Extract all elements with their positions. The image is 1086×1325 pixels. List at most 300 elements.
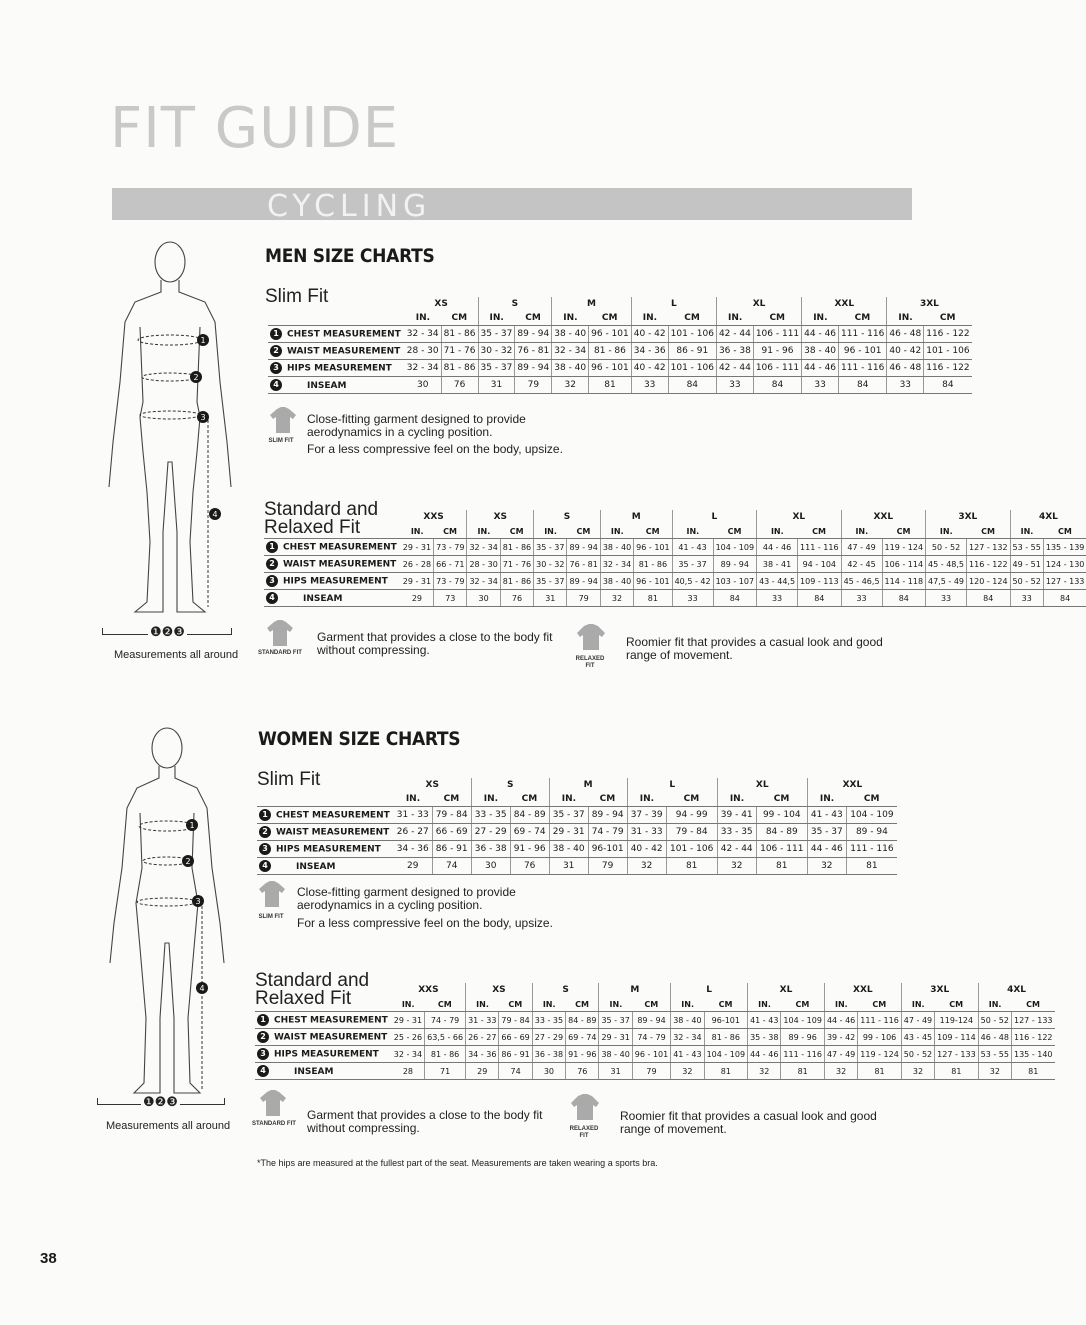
unit-header: IN. bbox=[1010, 524, 1043, 539]
measurement-value: 35 - 37 bbox=[599, 1012, 632, 1029]
measurement-value: 96-101 bbox=[588, 841, 627, 858]
size-header: S bbox=[478, 297, 552, 311]
measurement-value: 81 bbox=[781, 1063, 825, 1080]
measurement-number-badge: 4 bbox=[257, 1065, 269, 1077]
size-header: XL bbox=[748, 983, 825, 997]
measurement-value: 45 - 46,5 bbox=[841, 573, 882, 590]
size-header-row bbox=[255, 983, 1055, 997]
unit-header: CM bbox=[566, 997, 599, 1012]
measurement-value: 44 - 46 bbox=[807, 841, 846, 858]
svg-text:2: 2 bbox=[185, 857, 191, 866]
unit-header: CM bbox=[846, 792, 897, 807]
header-spacer bbox=[264, 510, 401, 524]
measurement-value: 99 - 104 bbox=[756, 807, 807, 824]
measurement-value: 84 - 89 bbox=[756, 824, 807, 841]
measurement-label bbox=[264, 539, 401, 556]
unit-header-row bbox=[268, 311, 972, 326]
measurement-number-badge: 2 bbox=[266, 558, 278, 570]
measurement-value: 84 - 89 bbox=[510, 807, 549, 824]
measurement-number-badge: 2 bbox=[259, 826, 271, 838]
measurement-value: 79 - 84 bbox=[666, 824, 717, 841]
measurement-value: 34 - 36 bbox=[394, 841, 432, 858]
measurement-value: 124 - 130 bbox=[1043, 556, 1086, 573]
measurement-value: 38 - 40 bbox=[802, 343, 839, 360]
unit-header: IN. bbox=[405, 311, 441, 326]
measurement-value: 35 - 37 bbox=[478, 360, 515, 377]
unit-header: CM bbox=[434, 524, 467, 539]
unit-header: IN. bbox=[887, 311, 924, 326]
women-slim-note2: For a less compressive feel on the body, upsize. bbox=[297, 916, 553, 930]
measurement-value: 39 - 42 bbox=[824, 1029, 857, 1046]
measurement-value: 38 - 41 bbox=[757, 556, 798, 573]
women-slim-note1: Close-fitting garment designed to provide aerodynamics in a cycling position. bbox=[297, 885, 516, 912]
measurement-row bbox=[255, 1012, 1055, 1029]
size-header: L bbox=[672, 510, 756, 524]
measurement-value: 116 - 122 bbox=[924, 360, 972, 377]
unit-header-row bbox=[257, 792, 897, 807]
measurement-value: 29 bbox=[466, 1063, 499, 1080]
measurement-value: 29 - 31 bbox=[401, 573, 434, 590]
measurement-label-text: HIPS MEASUREMENT bbox=[283, 576, 388, 587]
measurement-value: 81 - 86 bbox=[441, 360, 478, 377]
measurement-value: 116 - 122 bbox=[1012, 1029, 1055, 1046]
measurement-value: 96 - 101 bbox=[589, 326, 632, 343]
header-spacer bbox=[264, 524, 401, 539]
measurement-value: 26 - 27 bbox=[466, 1029, 499, 1046]
measurement-value: 104 - 109 bbox=[713, 539, 757, 556]
category-band bbox=[112, 188, 912, 224]
measurement-value: 32 - 34 bbox=[552, 343, 589, 360]
measurement-value: 89 - 94 bbox=[632, 1012, 670, 1029]
measurement-value: 84 bbox=[713, 590, 757, 607]
measurement-value: 42 - 44 bbox=[716, 326, 753, 343]
header-spacer bbox=[268, 297, 405, 311]
unit-header: CM bbox=[632, 997, 670, 1012]
measurement-label bbox=[264, 573, 401, 590]
size-header: XS bbox=[466, 983, 533, 997]
size-header: XXL bbox=[842, 780, 863, 790]
measurement-value: 35 - 37 bbox=[549, 807, 588, 824]
measurement-value: 38 - 40 bbox=[552, 326, 589, 343]
measurement-value: 38 - 40 bbox=[600, 539, 633, 556]
measurement-number-badge: 3 bbox=[270, 362, 282, 374]
measurement-value: 46 - 48 bbox=[887, 326, 924, 343]
measurement-row bbox=[268, 377, 972, 394]
measurement-label bbox=[268, 326, 405, 343]
measurement-value: 35 - 37 bbox=[478, 326, 515, 343]
measurement-value: 33 bbox=[1010, 590, 1043, 607]
measurement-value: 32 - 34 bbox=[600, 556, 633, 573]
measurement-value: 74 - 79 bbox=[425, 1012, 466, 1029]
measurement-value: 89 - 96 bbox=[781, 1029, 825, 1046]
measurement-value: 32 bbox=[807, 858, 846, 875]
svg-text:2: 2 bbox=[193, 373, 199, 382]
unit-header: CM bbox=[499, 997, 532, 1012]
measurement-value: 44 - 46 bbox=[802, 360, 839, 377]
measurement-value: 89 - 94 bbox=[515, 326, 552, 343]
women-slim-table bbox=[257, 778, 897, 875]
size-header: XS bbox=[394, 778, 471, 792]
size-header: M bbox=[599, 983, 671, 997]
measurement-value: 32 - 34 bbox=[392, 1046, 425, 1063]
measurement-value: 96 - 101 bbox=[589, 360, 632, 377]
header-spacer bbox=[255, 983, 392, 997]
measurement-value: 29 - 31 bbox=[392, 1012, 425, 1029]
measurement-value: 73 - 79 bbox=[434, 573, 467, 590]
unit-header: IN. bbox=[757, 524, 798, 539]
measurement-value: 33 bbox=[672, 590, 713, 607]
measurement-value: 106 - 114 bbox=[882, 556, 926, 573]
measurement-value: 30 bbox=[471, 858, 510, 875]
measurement-value: 63,5 - 66 bbox=[425, 1029, 466, 1046]
unit-header: CM bbox=[425, 997, 466, 1012]
measurement-number-badge: 2 bbox=[257, 1031, 269, 1043]
svg-text:1: 1 bbox=[200, 336, 206, 345]
measurement-value: 101 - 106 bbox=[666, 841, 717, 858]
measurement-value: 42 - 44 bbox=[716, 360, 753, 377]
measurement-value: 41 - 43 bbox=[748, 1012, 781, 1029]
measurement-value: 40 - 42 bbox=[631, 326, 668, 343]
measurement-value: 29 - 31 bbox=[549, 824, 588, 841]
size-header: M bbox=[549, 778, 627, 792]
unit-header: IN. bbox=[748, 997, 781, 1012]
measurement-value: 32 - 34 bbox=[467, 573, 500, 590]
measurement-value: 30 - 32 bbox=[478, 343, 515, 360]
measurement-value: 96 - 101 bbox=[634, 539, 672, 556]
measurement-value: 79 - 84 bbox=[432, 807, 471, 824]
measurement-value: 69 - 74 bbox=[566, 1029, 599, 1046]
measurement-value: 47 - 49 bbox=[901, 1012, 934, 1029]
measurement-value: 33 bbox=[926, 590, 967, 607]
unit-header: CM bbox=[567, 524, 600, 539]
measurement-value: 74 - 79 bbox=[632, 1029, 670, 1046]
measurement-value: 32 - 34 bbox=[405, 326, 441, 343]
size-header: L bbox=[631, 297, 716, 311]
measurement-value: 86 - 91 bbox=[499, 1046, 532, 1063]
measurement-value: 104 - 109 bbox=[846, 807, 897, 824]
measurement-value: 53 - 55 bbox=[1010, 539, 1043, 556]
measurement-label-text: INSEAM bbox=[307, 380, 347, 391]
slim-fit-shirt-icon bbox=[268, 407, 298, 433]
measurement-value: 81 bbox=[935, 1063, 979, 1080]
footnote: *The hips are measured at the fullest part of the seat. Measurements are taken wearing a sports bra. bbox=[257, 1158, 658, 1168]
measurement-value: 35 - 38 bbox=[748, 1029, 781, 1046]
size-header: M bbox=[552, 297, 631, 311]
unit-header: CM bbox=[1043, 524, 1086, 539]
measurement-value: 111 - 116 bbox=[798, 539, 842, 556]
size-header: XXL bbox=[824, 983, 901, 997]
measurement-value: 31 bbox=[478, 377, 515, 394]
measurement-value: 127 - 133 bbox=[1043, 573, 1086, 590]
measurement-value: 81 - 86 bbox=[425, 1046, 466, 1063]
measurement-number-badge: 3 bbox=[259, 843, 271, 855]
unit-header: IN. bbox=[824, 997, 857, 1012]
men-slim-note1: Close-fitting garment designed to provide aerodynamics in a cycling position. bbox=[307, 412, 526, 439]
measurement-value: 29 - 31 bbox=[599, 1029, 632, 1046]
measurement-value: 91 - 96 bbox=[566, 1046, 599, 1063]
measurement-value: 84 - 89 bbox=[566, 1012, 599, 1029]
relaxed-fit-shirt-icon bbox=[570, 1094, 600, 1120]
measurement-value: 33 bbox=[757, 590, 798, 607]
women-std-table bbox=[255, 983, 1055, 1080]
measurement-value: 79 - 84 bbox=[499, 1012, 532, 1029]
measurement-value: 32 bbox=[627, 858, 666, 875]
measurement-value: 66 - 69 bbox=[499, 1029, 532, 1046]
measurement-value: 32 bbox=[748, 1063, 781, 1080]
measurement-value: 44 - 46 bbox=[748, 1046, 781, 1063]
slim-fit-shirt-icon bbox=[257, 881, 287, 907]
measurement-value: 47,5 - 49 bbox=[926, 573, 967, 590]
unit-header: IN. bbox=[467, 524, 500, 539]
measurement-value: 32 - 34 bbox=[467, 539, 500, 556]
unit-header: CM bbox=[924, 311, 972, 326]
measurement-value: 37 - 39 bbox=[627, 807, 666, 824]
header-spacer bbox=[257, 792, 394, 807]
measurement-value: 26 - 27 bbox=[394, 824, 432, 841]
measurement-value: 73 bbox=[434, 590, 467, 607]
measurement-value: 79 bbox=[588, 858, 627, 875]
measurement-value: 84 bbox=[839, 377, 887, 394]
measurement-value: 27 - 29 bbox=[471, 824, 510, 841]
measurement-value: 32 bbox=[901, 1063, 934, 1080]
measurement-value: 94 - 99 bbox=[666, 807, 717, 824]
women-caption: Measurements all around bbox=[106, 1120, 231, 1132]
measurement-value: 66 - 71 bbox=[434, 556, 467, 573]
measurement-value: 50 - 52 bbox=[1010, 573, 1043, 590]
measurement-value: 119 - 124 bbox=[882, 539, 926, 556]
measurement-value: 127 - 133 bbox=[935, 1046, 979, 1063]
unit-header: IN. bbox=[549, 792, 588, 807]
measurement-label bbox=[268, 343, 405, 360]
measurement-value: 35 - 37 bbox=[534, 573, 567, 590]
unit-header: IN. bbox=[471, 792, 510, 807]
unit-header: CM bbox=[441, 311, 478, 326]
measurement-value: 36 - 38 bbox=[716, 343, 753, 360]
measurement-row bbox=[257, 807, 897, 824]
measurement-value: 81 - 86 bbox=[441, 326, 478, 343]
measurement-value: 32 bbox=[717, 858, 756, 875]
svg-text:1: 1 bbox=[189, 821, 195, 830]
measurement-value: 30 - 32 bbox=[534, 556, 567, 573]
measurement-value: 32 bbox=[978, 1063, 1011, 1080]
unit-header: CM bbox=[756, 792, 807, 807]
measurement-label-text: CHEST MEASUREMENT bbox=[274, 1015, 388, 1026]
measurement-value: 81 bbox=[858, 1063, 902, 1080]
measurement-label-text: INSEAM bbox=[303, 593, 343, 604]
measurement-row bbox=[255, 1029, 1055, 1046]
measurement-value: 45 - 48,5 bbox=[926, 556, 967, 573]
measurement-value: 28 - 30 bbox=[467, 556, 500, 573]
standard-fit-shirt-icon bbox=[258, 1090, 288, 1116]
measurement-value: 27 - 29 bbox=[532, 1029, 565, 1046]
measurement-value: 81 bbox=[846, 858, 897, 875]
measurement-value: 47 - 49 bbox=[841, 539, 882, 556]
measurement-label bbox=[255, 1029, 392, 1046]
measurement-value: 44 - 46 bbox=[802, 326, 839, 343]
women-body-figure bbox=[92, 718, 242, 1098]
measurement-value: 111 - 116 bbox=[839, 360, 887, 377]
size-header: M bbox=[600, 510, 672, 524]
measurement-row bbox=[264, 539, 1086, 556]
measurement-value: 104 - 109 bbox=[704, 1046, 748, 1063]
women-caption-nums: ❶❷❸ bbox=[143, 1094, 178, 1109]
measurement-value: 79 bbox=[632, 1063, 670, 1080]
measurement-value: 103 - 107 bbox=[713, 573, 757, 590]
size-header: S bbox=[532, 983, 599, 997]
measurement-value: 31 - 33 bbox=[394, 807, 432, 824]
men-slim-note2: For a less compressive feel on the body, upsize. bbox=[307, 442, 563, 456]
measurement-value: 33 bbox=[631, 377, 668, 394]
measurement-value: 94 - 104 bbox=[798, 556, 842, 573]
unit-header: IN. bbox=[672, 524, 713, 539]
unit-header: CM bbox=[668, 311, 716, 326]
women-slim-badge: SLIM FIT bbox=[258, 914, 284, 920]
category-label: CYCLING bbox=[267, 189, 432, 224]
measurement-value: 84 bbox=[668, 377, 716, 394]
measurement-label bbox=[255, 1063, 392, 1080]
measurement-row bbox=[257, 858, 897, 875]
size-header: XXS bbox=[392, 983, 466, 997]
measurement-value: 120 - 124 bbox=[967, 573, 1011, 590]
unit-header: CM bbox=[589, 311, 632, 326]
measurement-value: 28 bbox=[392, 1063, 425, 1080]
measurement-value: 32 bbox=[824, 1063, 857, 1080]
measurement-value: 104 - 109 bbox=[781, 1012, 825, 1029]
size-header: 3XL bbox=[926, 510, 1010, 524]
measurement-value: 28 - 30 bbox=[405, 343, 441, 360]
measurement-row bbox=[268, 343, 972, 360]
measurement-label-text: INSEAM bbox=[296, 861, 336, 872]
unit-header: CM bbox=[753, 311, 801, 326]
measurement-value: 91 - 96 bbox=[753, 343, 801, 360]
measurement-value: 41 - 43 bbox=[807, 807, 846, 824]
size-header: XS bbox=[405, 297, 478, 311]
measurement-value: 111 - 116 bbox=[846, 841, 897, 858]
measurement-label-text: HIPS MEASUREMENT bbox=[274, 1049, 379, 1060]
measurement-value: 79 bbox=[567, 590, 600, 607]
measurement-value: 25 - 26 bbox=[392, 1029, 425, 1046]
size-header: XL bbox=[757, 510, 841, 524]
measurement-value: 29 bbox=[401, 590, 434, 607]
measurement-value: 81 bbox=[589, 377, 632, 394]
measurement-value: 79 bbox=[515, 377, 552, 394]
measurement-row bbox=[257, 824, 897, 841]
measurement-value: 84 bbox=[1043, 590, 1086, 607]
measurement-value: 41 - 43 bbox=[672, 539, 713, 556]
men-std-note: Garment that provides a close to the body fit without compressing. bbox=[317, 630, 553, 657]
women-std-badge: STANDARD FIT bbox=[252, 1121, 296, 1127]
unit-header: IN. bbox=[534, 524, 567, 539]
measurement-value: 40,5 - 42 bbox=[672, 573, 713, 590]
measurement-value: 38 - 40 bbox=[671, 1012, 704, 1029]
page-title: FIT GUIDE bbox=[110, 96, 400, 161]
measurement-value: 96-101 bbox=[704, 1012, 748, 1029]
unit-header: IN. bbox=[978, 997, 1011, 1012]
men-slim-table bbox=[268, 297, 972, 394]
size-header: 3XL bbox=[901, 983, 978, 997]
measurement-value: 50 - 52 bbox=[901, 1046, 934, 1063]
men-std-badge: STANDARD FIT bbox=[258, 650, 302, 656]
unit-header: CM bbox=[515, 311, 552, 326]
measurement-value: 40 - 42 bbox=[631, 360, 668, 377]
measurement-value: 89 - 94 bbox=[567, 573, 600, 590]
measurement-value: 84 bbox=[882, 590, 926, 607]
measurement-value: 66 - 69 bbox=[432, 824, 471, 841]
measurement-number-badge: 3 bbox=[266, 575, 278, 587]
measurement-value: 32 bbox=[600, 590, 633, 607]
measurement-row bbox=[257, 841, 897, 858]
size-header: XXL bbox=[802, 297, 887, 311]
measurement-label-text: CHEST MEASUREMENT bbox=[276, 810, 390, 821]
measurement-value: 36 - 38 bbox=[532, 1046, 565, 1063]
header-spacer bbox=[268, 311, 405, 326]
measurement-value: 89 - 94 bbox=[713, 556, 757, 573]
measurement-number-badge: 2 bbox=[270, 345, 282, 357]
measurement-value: 38 - 40 bbox=[552, 360, 589, 377]
size-header: XXL bbox=[841, 510, 925, 524]
svg-text:3: 3 bbox=[195, 897, 201, 906]
unit-header-row bbox=[264, 524, 1086, 539]
measurement-value: 99 - 106 bbox=[858, 1029, 902, 1046]
measurement-value: 119 - 124 bbox=[858, 1046, 902, 1063]
men-slim-badge: SLIM FIT bbox=[268, 438, 294, 444]
measurement-value: 84 bbox=[798, 590, 842, 607]
measurement-value: 41 - 43 bbox=[671, 1046, 704, 1063]
measurement-value: 96 - 101 bbox=[634, 573, 672, 590]
measurement-value: 46 - 48 bbox=[978, 1029, 1011, 1046]
unit-header: IN. bbox=[401, 524, 434, 539]
unit-header: CM bbox=[588, 792, 627, 807]
measurement-value: 73 - 79 bbox=[434, 539, 467, 556]
measurement-value: 69 - 74 bbox=[510, 824, 549, 841]
measurement-value: 31 bbox=[599, 1063, 632, 1080]
size-header: S bbox=[471, 778, 549, 792]
standard-fit-shirt-icon bbox=[265, 620, 295, 646]
measurement-value: 89 - 94 bbox=[515, 360, 552, 377]
unit-header: CM bbox=[967, 524, 1011, 539]
measurement-label bbox=[257, 841, 394, 858]
size-header-row bbox=[268, 297, 972, 311]
size-header: 4XL bbox=[1007, 985, 1027, 995]
unit-header: IN. bbox=[631, 311, 668, 326]
measurement-value: 76 bbox=[566, 1063, 599, 1080]
unit-header: CM bbox=[500, 524, 533, 539]
measurement-value: 44 - 46 bbox=[757, 539, 798, 556]
unit-header-row bbox=[255, 997, 1055, 1012]
measurement-value: 31 - 33 bbox=[627, 824, 666, 841]
measurement-label bbox=[255, 1046, 392, 1063]
men-heading: MEN SIZE CHARTS bbox=[265, 245, 435, 267]
measurement-number-badge: 4 bbox=[266, 592, 278, 604]
unit-header: IN. bbox=[717, 792, 756, 807]
measurement-value: 29 - 31 bbox=[401, 539, 434, 556]
size-header: XXS bbox=[401, 510, 467, 524]
measurement-value: 74 - 79 bbox=[588, 824, 627, 841]
unit-header: CM bbox=[882, 524, 926, 539]
measurement-value: 49 - 51 bbox=[1010, 556, 1043, 573]
men-relaxed-note: Roomier fit that provides a casual look and good range of movement. bbox=[626, 635, 883, 662]
measurement-row bbox=[268, 360, 972, 377]
unit-header: IN. bbox=[716, 311, 753, 326]
women-relaxed-note: Roomier fit that provides a casual look and good range of movement. bbox=[620, 1109, 877, 1136]
men-relaxed-badge: RELAXED FIT bbox=[575, 656, 605, 669]
unit-header: CM bbox=[510, 792, 549, 807]
measurement-value: 47 - 49 bbox=[824, 1046, 857, 1063]
measurement-value: 34 - 36 bbox=[466, 1046, 499, 1063]
women-slim-title: Slim Fit bbox=[257, 769, 321, 790]
measurement-value: 38 - 40 bbox=[600, 573, 633, 590]
women-std-title: Standard and Relaxed Fit bbox=[255, 970, 370, 1009]
